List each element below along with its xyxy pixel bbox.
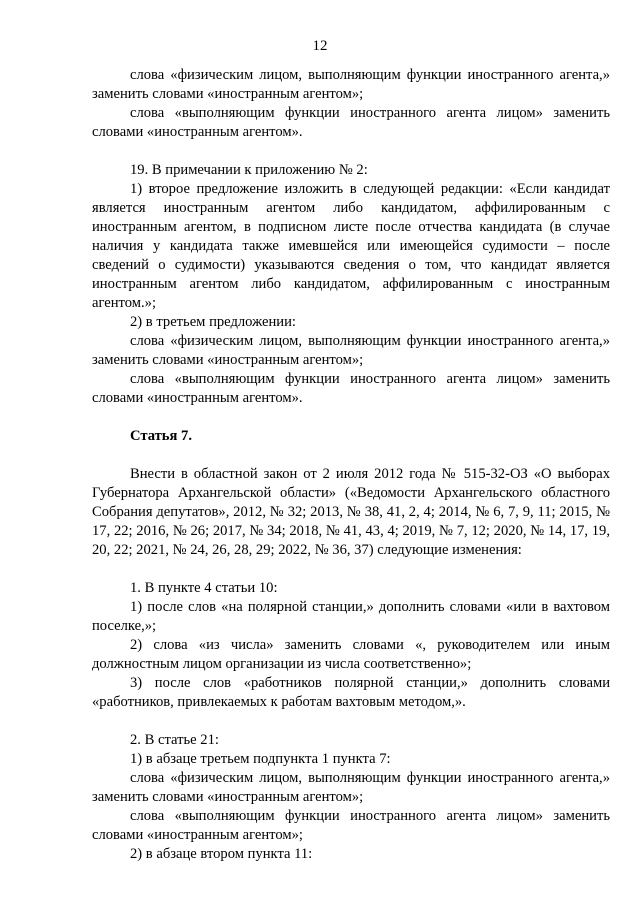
paragraph: 3) после слов «работников полярной станции,» дополнить словами «работников, привлекаемых к работам вахтовым методом,».	[92, 675, 610, 710]
item-heading: 19. В примечании к приложению № 2:	[130, 162, 368, 178]
paragraph: 2) слова «из числа» заменить словами «, руководителем или иным должностным лицом организации из числа соответственно»;	[92, 637, 610, 672]
paragraph: слова «физическим лицом, выполняющим функции иностранного агента,» заменить словами «иностранным агентом»;	[92, 333, 610, 368]
paragraph: 2) в третьем предложении:	[130, 314, 296, 330]
paragraph: 1) в абзаце третьем подпункта 1 пункта 7:	[130, 751, 391, 767]
paragraph: слова «физическим лицом, выполняющим функции иностранного агента,» заменить словами «иностранным агентом»;	[92, 770, 610, 805]
article-title: Статья 7.	[130, 428, 192, 444]
paragraph: слова «выполняющим функции иностранного агента лицом» заменить словами «иностранным агентом»;	[92, 808, 610, 843]
paragraph: 1) после слов «на полярной станции,» дополнить словами «или в вахтовом поселке,»;	[92, 599, 610, 634]
paragraph: Внести в областной закон от 2 июля 2012 года № 515-32-ОЗ «О выборах Губернатора Архангельской области» («Ведомости Архангельского областного Собрания депутатов», 2012, № 32; 2013, № 38, 41, 2, 4; 2014, № 6, 7, 9, 11; 2015, № 17, 22; 2016, № 26; 2017, № 34; 2018, № 41, 43, 4; 2019, № 7, 12; 2020, № 14, 17, 19, 20, 22; 2021, № 24, 26, 28, 29; 2022, № 36, 37) следующие изменения:	[92, 466, 610, 558]
paragraph: слова «выполняющим функции иностранного агента лицом» заменить словами «иностранным агентом».	[92, 105, 610, 140]
page-number: 12	[312, 38, 328, 54]
paragraph: слова «физическим лицом, выполняющим функции иностранного агента,» заменить словами «иностранным агентом»;	[92, 67, 610, 102]
paragraph: слова «выполняющим функции иностранного агента лицом» заменить словами «иностранным агентом».	[92, 371, 610, 406]
document-body	[92, 66, 610, 864]
item-heading: 2. В статье 21:	[130, 732, 219, 748]
paragraph: 2) в абзаце втором пункта 11:	[130, 846, 313, 862]
item-heading: 1. В пункте 4 статьи 10:	[130, 580, 278, 596]
paragraph: 1) второе предложение изложить в следующей редакции: «Если кандидат является иностранным агентом либо кандидатом, аффилированным с иностранным агентом, в подписном листе после отчества кандидата (в случае наличия у кандидата также имевшейся или имеющейся судимости – после сведений о судимости) указываются сведения о том, что кандидат является иностранным агентом либо кандидатом, аффилированным с иностранным агентом.»;	[92, 181, 610, 311]
